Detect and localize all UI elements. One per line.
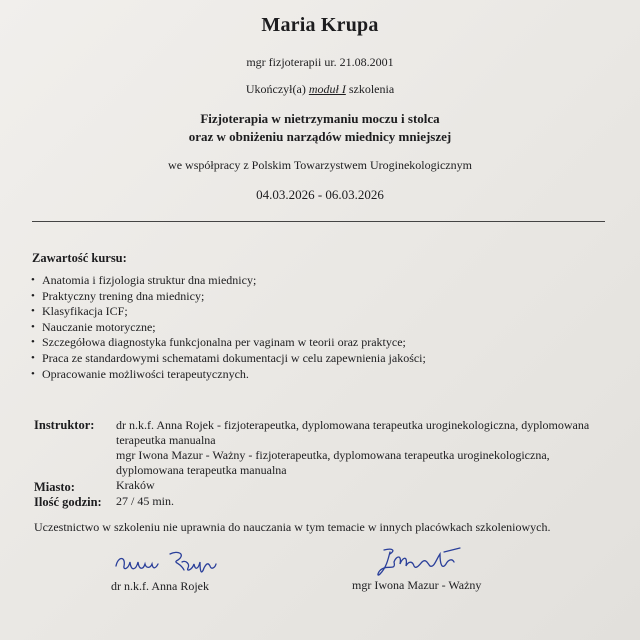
list-item: • Praktyczny trening dna miednicy; (41, 289, 426, 305)
signer-2-name: mgr Iwona Mazur - Ważny (352, 578, 482, 592)
course-content-heading: Zawartość kursu: (32, 251, 127, 265)
completion-prefix: Ukończył(a) (245, 82, 309, 96)
completion-line (0, 82, 640, 97)
instructor-1: dr n.k.f. Anna Rojek - fizjoterapeutka, dyplomowana terapeutka uroginekologiczna, dyplomowana terapeutka manualna (116, 418, 590, 447)
module-name: moduł I (308, 82, 346, 96)
signature-1-image (112, 544, 224, 576)
signer-1-name: dr n.k.f. Anna Rojek (111, 579, 209, 593)
divider-line (32, 221, 605, 222)
list-item: • Opracowanie możliwości terapeutycznych. (41, 367, 426, 383)
list-item: • Praca ze standardowymi schematami dokumentacji w celu zapewnienia jakości; (41, 351, 426, 367)
list-item: • Szczegółowa diagnostyka funkcjonalna per vaginam w teorii oraz praktyce; (41, 335, 426, 351)
city-value: Kraków (116, 478, 155, 492)
list-item: • Nauczanie motoryczne; (41, 320, 426, 336)
signature-2-image (374, 546, 466, 580)
course-title-line-2: oraz w obniżeniu narządów miednicy mniejszej (188, 129, 452, 144)
course-title (0, 110, 640, 146)
completion-suffix: szkolenia (345, 82, 395, 96)
hours-value: 27 / 45 min. (116, 494, 175, 508)
instructor-2: mgr Iwona Mazur - Ważny - fizjoterapeutka, dyplomowana terapeutka uroginekologiczna, dyplomowana terapeutka manualna (116, 448, 550, 477)
participant-degree-birthdate: mgr fizjoterapii ur. 21.08.2001 (246, 55, 394, 69)
instructor-list (116, 418, 596, 478)
participant-name: Maria Krupa (261, 14, 379, 36)
hours-label: Ilość godzin: (34, 495, 102, 509)
city-label: Miasto: (34, 480, 75, 494)
list-item: • Anatomia i fizjologia struktur dna miednicy; (41, 273, 426, 289)
course-title-line-1: Fizjoterapia w nietrzymaniu moczu i stolca (200, 111, 440, 126)
course-content-list (30, 273, 426, 382)
cooperation-line: we współpracy z Polskim Towarzystwem Uroginekologicznym (168, 158, 472, 172)
instructor-label: Instruktor: (34, 418, 95, 432)
list-item: • Klasyfikacja ICF; (41, 304, 426, 320)
course-dates: 04.03.2026 - 06.03.2026 (256, 187, 384, 202)
disclaimer-note: Uczestnictwo w szkoleniu nie uprawnia do nauczania w tym temacie w innych placówkach szkoleniowych. (34, 520, 551, 534)
